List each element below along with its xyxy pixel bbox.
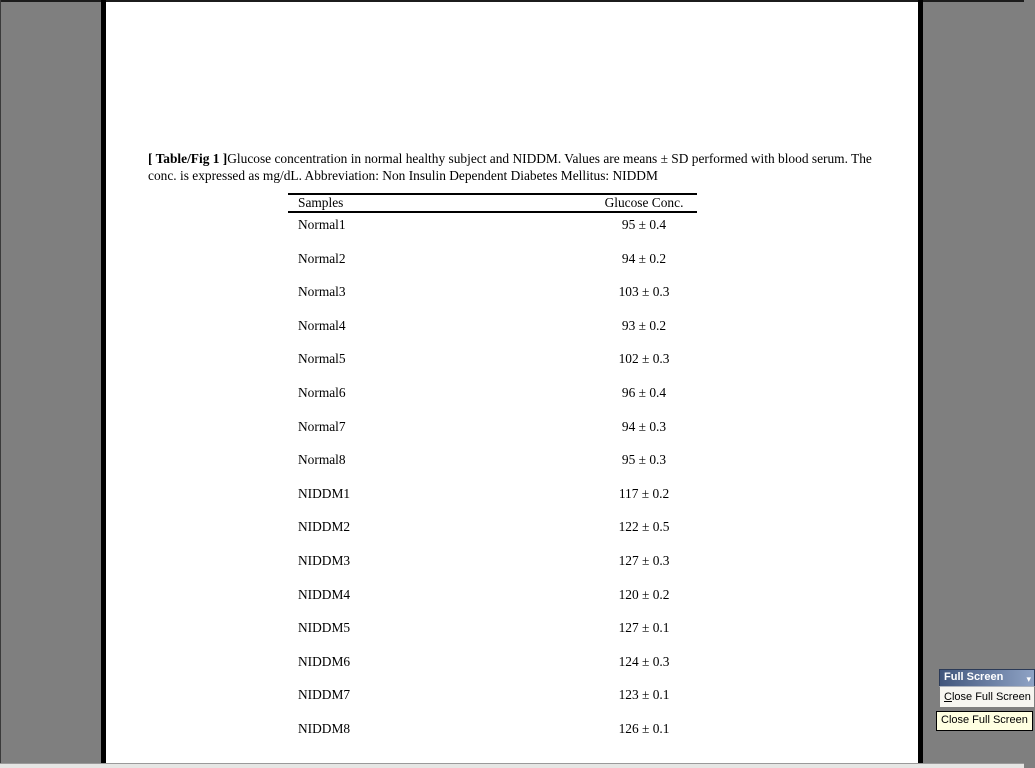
glucose-table: [288, 193, 697, 751]
value-cell: 102 ± 0.3: [618, 351, 670, 367]
sample-cell: Normal6: [298, 384, 346, 400]
toolbar-options-chevron-icon[interactable]: ▾: [1026, 674, 1031, 684]
value-cell: 127 ± 0.1: [618, 620, 670, 636]
value-cell: 94 ± 0.3: [621, 418, 667, 434]
value-cell: 95 ± 0.3: [621, 452, 667, 468]
document-page: [106, 2, 918, 763]
header-samples: Samples: [298, 195, 344, 210]
value-cell: 103 ± 0.3: [618, 284, 670, 300]
sample-cell: NIDDM6: [298, 653, 351, 669]
value-cell: 122 ± 0.5: [618, 519, 670, 535]
table-row: [288, 247, 697, 281]
sample-cell: Normal2: [298, 250, 346, 266]
table-row: [288, 717, 697, 751]
caption-label: [ Table/Fig 1 ]: [148, 151, 228, 166]
value-cell: 124 ± 0.3: [618, 653, 670, 669]
close-full-screen-tooltip: Close Full Screen: [936, 711, 1033, 731]
table-row: [288, 683, 697, 717]
table-row: [288, 448, 697, 482]
table-row: [288, 583, 697, 617]
table-row: [288, 213, 697, 247]
close-full-screen-button[interactable]: [939, 686, 1035, 708]
sample-cell: NIDDM4: [298, 586, 351, 602]
sample-cell: Normal5: [298, 351, 346, 367]
close-button-label-rest: lose Full Screen: [951, 691, 1031, 703]
value-cell: 127 ± 0.3: [618, 552, 670, 568]
table-row: [288, 415, 697, 449]
sample-cell: Normal8: [298, 452, 346, 468]
sample-cell: Normal7: [298, 418, 346, 434]
toolbar-title-bar[interactable]: [939, 669, 1035, 686]
window-bottom-edge: [0, 763, 1024, 768]
sample-cell: Normal4: [298, 317, 346, 333]
table-row: [288, 616, 697, 650]
table-row: [288, 650, 697, 684]
sample-cell: Normal1: [298, 217, 346, 232]
full-screen-toolbar: [939, 669, 1035, 708]
page-right-border: [918, 0, 923, 763]
sample-cell: NIDDM1: [298, 485, 351, 501]
sample-cell: NIDDM2: [298, 519, 351, 535]
table-row: [288, 280, 697, 314]
value-cell: 126 ± 0.1: [618, 720, 670, 736]
sample-cell: NIDDM7: [298, 687, 351, 703]
table-row: [288, 515, 697, 549]
close-button-accelerator: C: [944, 691, 952, 703]
sample-cell: Normal3: [298, 284, 346, 300]
table-row: [288, 381, 697, 415]
sample-cell: NIDDM3: [298, 552, 351, 568]
value-cell: 95 ± 0.4: [621, 217, 667, 232]
value-cell: 123 ± 0.1: [618, 687, 670, 703]
sample-cell: NIDDM5: [298, 620, 351, 636]
value-cell: 93 ± 0.2: [621, 317, 667, 333]
table-row: [288, 482, 697, 516]
table-caption: [148, 151, 888, 184]
table-row: [288, 314, 697, 348]
value-cell: 117 ± 0.2: [618, 485, 670, 501]
window-left-edge: [0, 0, 1, 763]
toolbar-title: Full Screen: [944, 671, 1004, 683]
table-header-row: [288, 193, 697, 213]
header-glucose-conc: Glucose Conc.: [604, 195, 684, 210]
value-cell: 94 ± 0.2: [621, 250, 667, 266]
value-cell: 96 ± 0.4: [621, 384, 667, 400]
table-row: [288, 549, 697, 583]
sample-cell: NIDDM8: [298, 720, 351, 736]
value-cell: 120 ± 0.2: [618, 586, 670, 602]
caption-text: Glucose concentration in normal healthy subject and NIDDM. Values are means ± SD performed with blood serum. The conc. is expressed as mg/dL. Abbreviation: Non Insulin Dependent Diabetes Mellitus: NIDDM: [148, 151, 872, 183]
table-row: [288, 347, 697, 381]
